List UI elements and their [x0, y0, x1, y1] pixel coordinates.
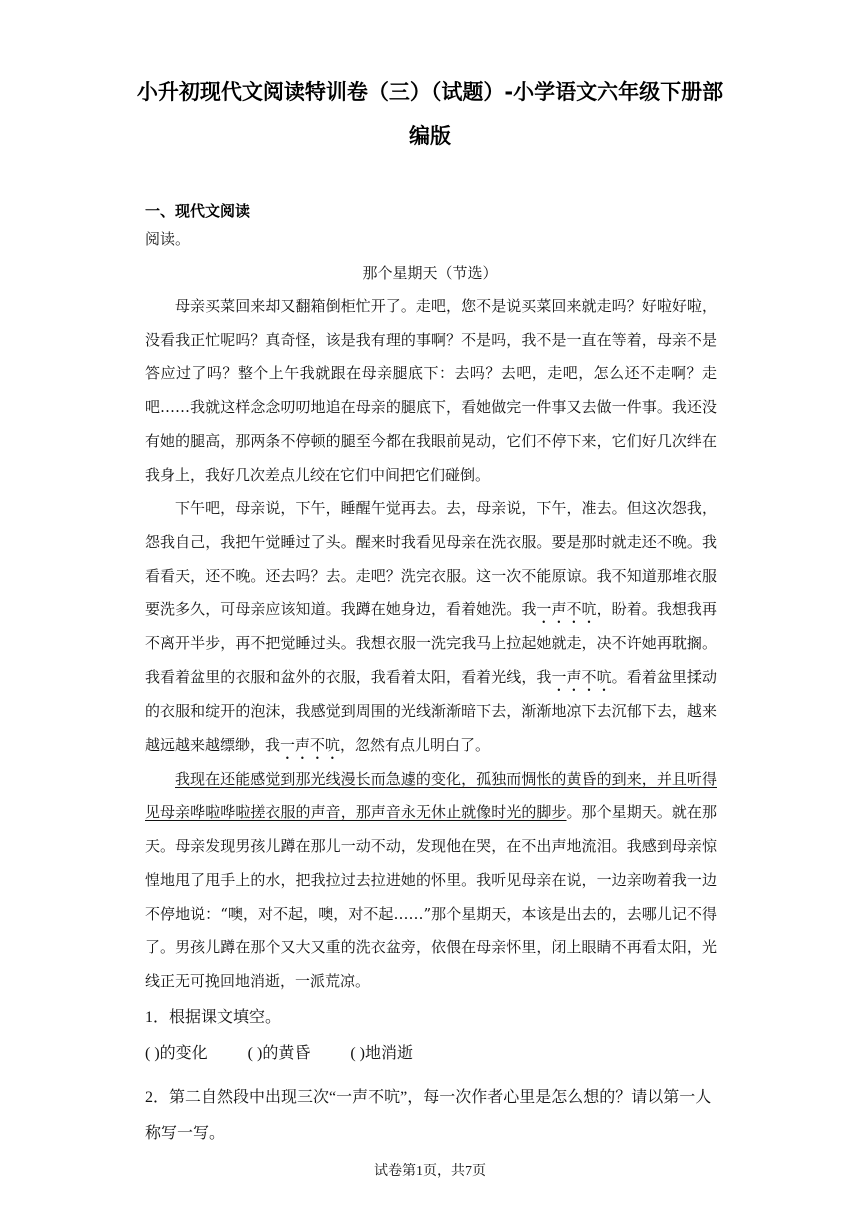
question-1: 1．根据课文填空。 [145, 1009, 282, 1026]
reading-passage [145, 290, 717, 999]
passage-title: 那个星期天（节选） [362, 264, 498, 282]
underlined-sentence: 我现在还能感觉到那光线漫长而急遽的变化，孤独而惆怅的黄昏的到来，并且听得见母亲哗啦哗啦搓衣服的声音，那声音永无休止就像时光的脚步 [145, 769, 717, 822]
exam-title: 小升初现代文阅读特训卷（三）（试题）-小学语文六年级下册部编版 [136, 80, 724, 148]
question-2: 2．第二自然段中出现三次“一声不吭”，每一次作者心里是怎么想的？请以第一人称写一写。 [145, 1089, 712, 1142]
emphasis-phrase-3: 一声不吭 [280, 735, 341, 754]
section-heading: 一、现代文阅读 [145, 202, 251, 220]
paragraph-1-text: 母亲买菜回来却又翻箱倒柜忙开了。走吧，您不是说买菜回来就走吗？好啦好啦，没看我正忙呢吗？真奇怪，该是我有理的事啊？不是吗，我不是一直在等着，母亲不是答应过了吗？整个上午我就跟在母亲腿底下：去吗？去吧，走吧，怎么还不走啊？走吧……我就这样念念叨叨地追在母亲的腿底下，看她做完一件事又去做一件事。我还没有她的腿高，那两条不停顿的腿至今都在我眼前晃动，它们不停下来，它们好几次绊在我身上，我好几次差点儿绞在它们中间把它们碰倒。 [145, 297, 717, 484]
paragraph-2 [145, 492, 717, 763]
blank-item-3: ( )地消逝 [350, 1045, 414, 1062]
reading-instruction: 阅读。 [145, 230, 191, 248]
paragraph-2-part-a: 下午吧，母亲说，下午，睡醒午觉再去。去，母亲说，下午，准去。但这次怨我，怨我自己，我把午觉睡过了头。醒来时我看见母亲在洗衣服。要是那时就走还不晚。我看看天，还不晚。还去吗？去。走吧？洗完衣服。这一次不能原谅。我不知道那堆衣服要洗多久，可母亲应该知道。我蹲在她身边，看着她洗。我 [145, 499, 717, 619]
paragraph-2-part-b: ，盼着。我想我再不离开半步，再不把觉睡过头。我想衣服一洗完我马上拉起她就走，决不许她再耽搁。我看着盆里的衣服和盆外的衣服，我看着太阳，看着光线，我 [145, 600, 717, 687]
emphasis-phrase-1: 一声不吭 [536, 600, 597, 619]
paragraph-3-rest: 。那个星期天。就在那天。母亲发现男孩儿蹲在那儿一动不动，发现他在哭，在不出声地流泪。我感到母亲惊惶地甩了甩手上的水，把我拉过去拉进她的怀里。我听见母亲在说，一边亲吻着我一边不停地说：“噢，对不起，噢，对不起……”那个星期天，本该是出去的，去哪儿记不得了。男孩儿蹲在那个又大又重的洗衣盆旁，依偎在母亲怀里，闭上眼睛不再看太阳，光线正无可挽回地消逝，一派荒凉。 [145, 803, 717, 990]
blank-item-2: ( )的黄昏 [247, 1045, 311, 1062]
paragraph-2-part-d: ，忽然有点儿明白了。 [340, 735, 491, 754]
paragraph-2-part-c: 。看着盆里揉动的衣服和绽开的泡沫，我感觉到周围的光线渐渐暗下去，渐渐地凉下去沉郁下去，越来越远越来越缥缈，我 [145, 668, 717, 754]
fill-in-blanks [145, 1040, 453, 1063]
blank-item-1: ( )的变化 [145, 1045, 208, 1062]
emphasis-phrase-2: 一声不吭 [551, 668, 612, 687]
page-footer: 试卷第1页，共7页 [374, 1164, 486, 1179]
paragraph-1 [145, 290, 717, 492]
paragraph-3 [145, 763, 717, 999]
